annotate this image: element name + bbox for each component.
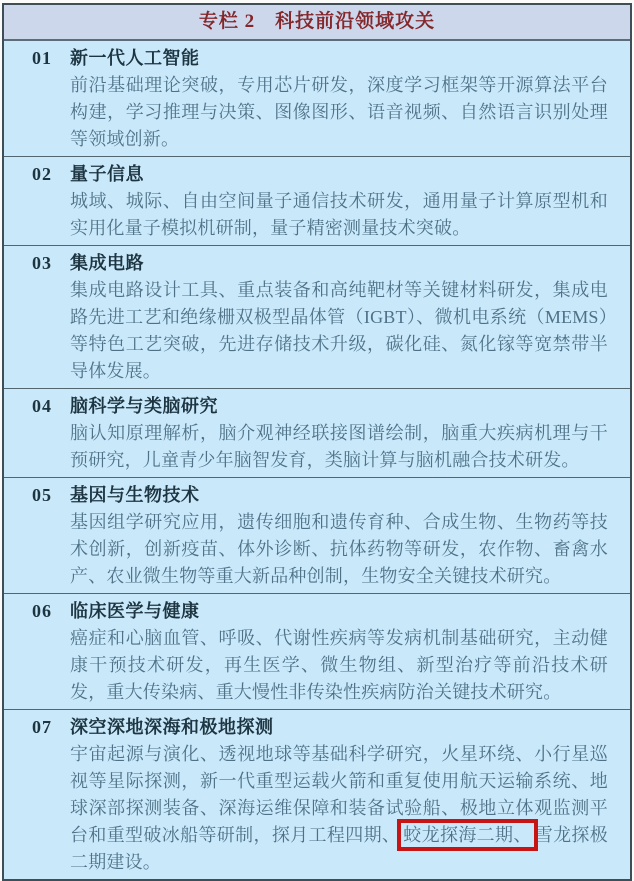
item-title: 新一代人工智能 (70, 48, 200, 68)
item-row-07 (4, 710, 630, 879)
item-number: 01 (32, 48, 52, 68)
item-row-04 (4, 389, 630, 478)
item-body: 基因组学研究应用，遗传细胞和遗传育种、合成生物、生物药等技术创新，创新疫苗、体外诊断、抗体药物等研发，农作物、畜禽水产、农业微生物等重大新品种创制，生物安全关键技术研究。 (70, 512, 608, 586)
item-title: 深空深地深海和极地探测 (70, 717, 274, 737)
item-row-01 (4, 41, 630, 157)
item-body (70, 741, 608, 876)
item-number: 04 (32, 396, 52, 416)
item-number: 06 (32, 601, 52, 621)
item-body: 癌症和心脑血管、呼吸、代谢性疾病等发病机制基础研究，主动健康干预技术研发，再生医学、微生物组、新型治疗等前沿技术研发，重大传染病、重大慢性非传染性疾病防治关键技术研究。 (70, 628, 608, 702)
item-number: 07 (32, 717, 52, 737)
item-title: 基因与生物技术 (70, 485, 200, 505)
item-heading (32, 161, 608, 188)
policy-box-panel (2, 3, 632, 881)
item-body: 集成电路设计工具、重点装备和高纯靶材等关键材料研发，集成电路先进工艺和绝缘栅双极型晶体管（IGBT）、微机电系统（MEMS）等特色工艺突破，先进存储技术升级，碳化硅、氮化镓等宽禁带半导体发展。 (70, 280, 608, 381)
item-number: 02 (32, 164, 52, 184)
item-heading (32, 393, 608, 420)
item-heading (32, 714, 608, 741)
item-title: 脑科学与类脑研究 (70, 396, 218, 416)
item-row-02 (4, 157, 630, 246)
item-title: 临床医学与健康 (70, 601, 200, 621)
red-annotation-box: 蛟龙探海二期、 (397, 819, 537, 851)
item-number: 03 (32, 253, 52, 273)
item-title: 集成电路 (70, 253, 144, 273)
item-body: 脑认知原理解析，脑介观神经联接图谱绘制，脑重大疾病机理与干预研究，儿童青少年脑智发育，类脑计算与脑机融合技术研发。 (70, 423, 608, 470)
item-body: 前沿基础理论突破，专用芯片研发，深度学习框架等开源算法平台构建，学习推理与决策、图像图形、语音视频、自然语言识别处理等领域创新。 (70, 75, 608, 149)
item-number: 05 (32, 485, 52, 505)
item-row-05 (4, 478, 630, 594)
item-body: 城域、城际、自由空间量子通信技术研发，通用量子计算原型机和实用化量子模拟机研制，量子精密测量技术突破。 (70, 191, 608, 238)
item-heading (32, 250, 608, 277)
panel-title: 专栏 2 科技前沿领域攻关 (4, 5, 630, 41)
item-body-text: 雪龙探极二期建设。 (70, 825, 608, 872)
item-title: 量子信息 (70, 164, 144, 184)
item-body-text: 宇宙起源与演化、透视地球等基础科学研究，火星环绕、小行星巡视等星际探测，新一代重型运载火箭和重复使用航天运输系统、地球深部探测装备、深海运维保障和装备试验船、极地立体观监测平台和重型破冰船等研制，探月工程四期、 (70, 744, 608, 845)
item-row-03 (4, 246, 630, 389)
item-row-06 (4, 594, 630, 710)
item-heading (32, 45, 608, 72)
item-heading (32, 482, 608, 509)
item-heading (32, 598, 608, 625)
